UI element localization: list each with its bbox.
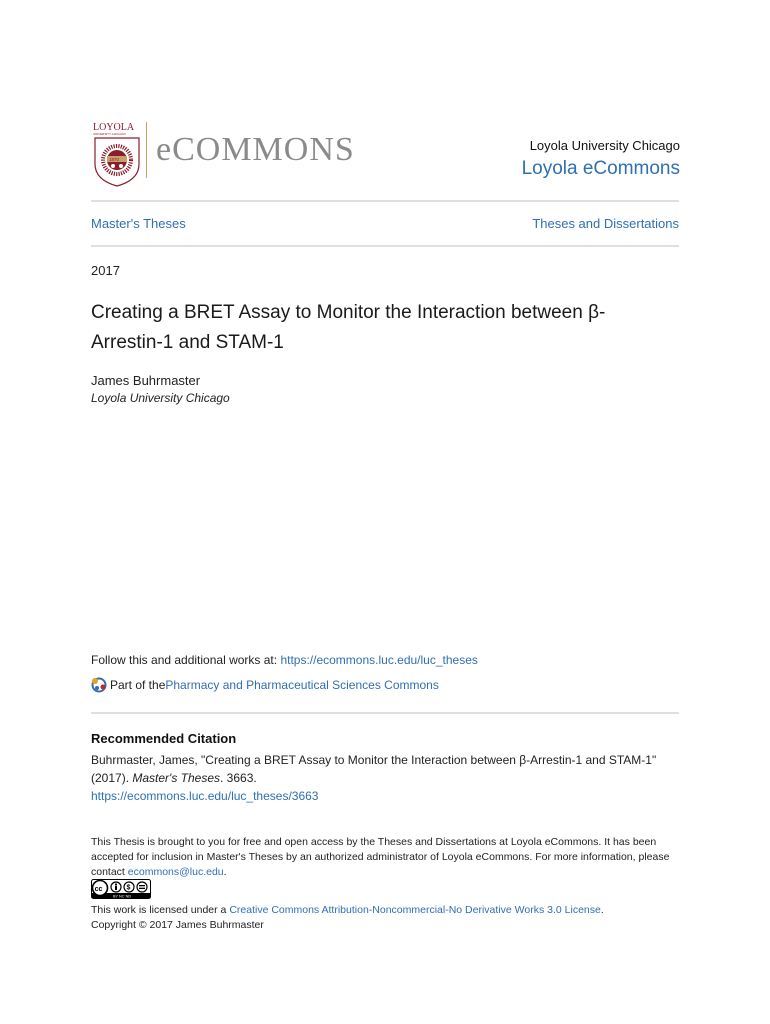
citation-line-1: Buhrmaster, James, "Creating a BRET Assay to Monitor the Interaction between β-Arrestin-1 and STAM-1"	[91, 753, 657, 767]
logo-subtext: UNIVERSITY CHICAGO	[93, 132, 126, 136]
title-line-2: Arrestin-1 and STAM-1	[91, 332, 284, 353]
masters-theses-link[interactable]: Master's Theses	[91, 216, 186, 231]
part-of-label: Part of the	[110, 678, 166, 692]
publication-year: 2017	[91, 263, 120, 278]
access-notice	[91, 835, 676, 880]
citation-url-link[interactable]: https://ecommons.luc.edu/luc_theses/3663	[91, 789, 319, 803]
follow-label: Follow this and additional works at:	[91, 653, 281, 667]
follow-line	[91, 653, 478, 667]
citation-year: (2017).	[91, 771, 133, 785]
follow-url-link[interactable]: https://ecommons.luc.edu/luc_theses	[280, 653, 478, 667]
author-name: James Buhrmaster	[91, 373, 201, 388]
contact-email-link[interactable]: ecommons@luc.edu	[127, 866, 224, 878]
svg-text:$: $	[126, 884, 131, 892]
network-commons-icon	[91, 677, 107, 693]
document-title	[91, 298, 661, 358]
citation-body	[91, 751, 686, 805]
loyola-seal-logo	[91, 120, 151, 188]
svg-text:cc: cc	[94, 886, 103, 893]
citation-line-2	[91, 769, 686, 787]
citation-number: . 3663.	[220, 771, 257, 785]
cc-license-link[interactable]: Creative Commons Attribution-Noncommercial-No Derivative Works 3.0 License	[229, 904, 601, 916]
citation-divider	[91, 712, 679, 714]
logo-loyola-text: LOYOLA	[93, 122, 135, 133]
title-line-1: Creating a BRET Assay to Monitor the Interaction between β-	[91, 302, 606, 323]
citation-heading: Recommended Citation	[91, 731, 237, 746]
citation-series: Master's Theses	[132, 771, 221, 785]
cc-license-badge[interactable]	[91, 879, 151, 899]
notice-text: This Thesis is brought to you for free and open access by the Theses and Dissertations at Loyola eCommons. It has been accepted for inclusion in Master's Theses by an authorized administrator of Loyola eCommons. For more information, please contact	[91, 836, 670, 878]
license-line	[91, 903, 681, 918]
notice-end: .	[223, 866, 227, 878]
logo-year: 1870	[109, 157, 120, 162]
license-block	[91, 903, 681, 933]
loyola-ecommons-link[interactable]: Loyola eCommons	[521, 158, 680, 179]
license-prefix: This work is licensed under a	[91, 904, 230, 916]
part-of-line	[91, 677, 439, 693]
license-end: .	[600, 904, 604, 916]
nav-divider	[91, 245, 679, 247]
ecommons-wordmark: eCOMMONS	[156, 131, 355, 168]
cc-badge-terms: BY NC ND	[113, 894, 132, 899]
header-divider	[91, 200, 679, 202]
logo-divider	[146, 122, 147, 178]
pharmacy-commons-link[interactable]: Pharmacy and Pharmaceutical Sciences Commons	[165, 678, 439, 692]
theses-dissertations-link[interactable]: Theses and Dissertations	[532, 216, 679, 231]
author-affiliation: Loyola University Chicago	[91, 391, 230, 405]
institution-name: Loyola University Chicago	[529, 138, 680, 153]
copyright-line: Copyright © 2017 James Buhrmaster	[91, 919, 264, 931]
